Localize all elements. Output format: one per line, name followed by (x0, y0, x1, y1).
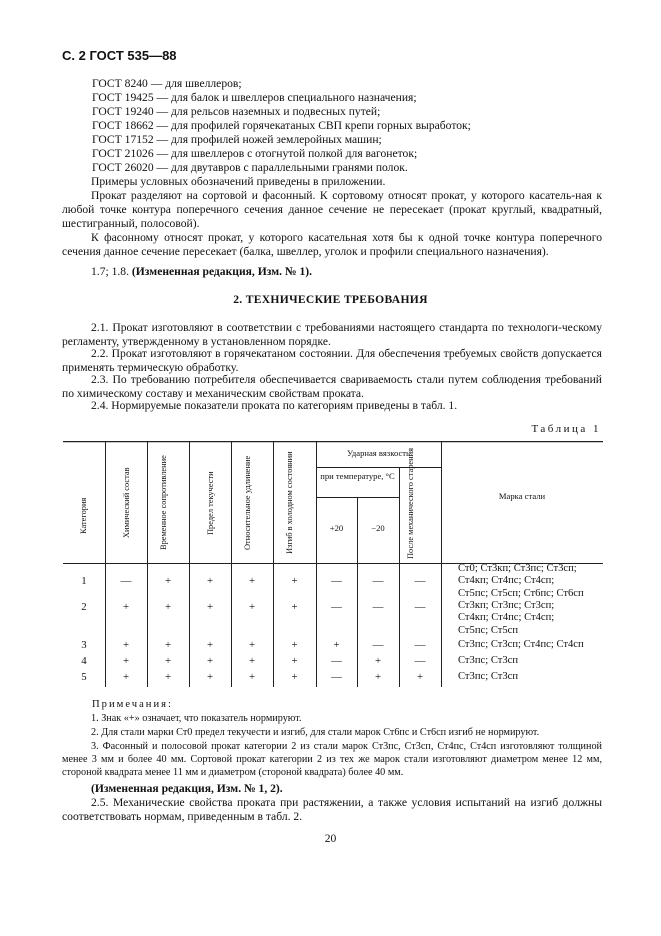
cell-value: + (122, 601, 130, 613)
col-elongation-header: Относительное удлинение (243, 455, 252, 551)
amendment-bold: (Измененная редакция, Изм. № 1, 2). (91, 782, 283, 795)
paragraph-2-5: 2.5. Механические свойства проката при растяжении, а также условия испытаний на изгиб должны соответствовать нормам, приведенным в табл. 2. (62, 796, 602, 823)
paragraph-2-2: 2.2. Прокат изготовляют в горячекатаном состоянии. Для обеспечения требуемых свойств допускается применять термическую обработку. (62, 347, 602, 374)
cell-value: + (122, 639, 130, 651)
cell-value: + (333, 639, 340, 651)
cell-value: — (331, 671, 342, 683)
col-temp-header: при температуре, °С (320, 471, 395, 481)
paragraph-sort: Прокат разделяют на сортовой и фасонный. К сортовому относят прокат, у которого касатель-ная к любой точке контура поперечного сечения данное сечение не пересекает (прокат круглый, квадратный, шестигранный, полосовой). (62, 189, 602, 230)
cell-grade (458, 671, 608, 683)
gost-item: ГОСТ 19240 — для рельсов наземных и подвесных путей; (92, 105, 381, 118)
cell-value: + (291, 575, 298, 587)
cell-value: + (248, 671, 256, 683)
page-header: С. 2 ГОСТ 535—88 (62, 48, 177, 63)
cell-value: + (206, 639, 214, 651)
notes-title: Примечания: (92, 699, 173, 710)
col-yield-header: Предел текучести (206, 471, 215, 535)
cell-value: + (248, 639, 256, 651)
cell-value: + (206, 671, 214, 683)
cell-value: + (122, 671, 130, 683)
cell-value: + (164, 671, 172, 683)
grade-line: Ст3пс; Ст3сп (458, 655, 519, 666)
cell-value: + (164, 575, 172, 587)
cell-value: — (414, 601, 426, 613)
cell-category: 4 (81, 655, 87, 667)
cell-category: 5 (81, 671, 87, 683)
col-tensile-header: Временное сопротивление (159, 455, 168, 551)
cell-value: + (374, 655, 382, 667)
cell-value: + (206, 601, 214, 613)
cell-category: 2 (81, 601, 87, 613)
cell-grade (458, 655, 608, 667)
grade-line: Ст3пс; Ст3сп (458, 671, 519, 682)
cell-value: — (414, 639, 426, 651)
col-minus20-header: −20 (371, 523, 385, 533)
paragraph-shape: К фасонному относят прокат, у которого касательная хотя бы к одной точке контура поперечного сечения данное сечение пересекает (балка, швеллер, уголок и профили специального назначения). (62, 231, 602, 258)
cell-value: + (291, 639, 298, 651)
cell-value: — (372, 575, 384, 587)
cell-value: — (372, 639, 384, 651)
gost-item: ГОСТ 26020 — для двутавров с параллельными гранями полок. (92, 161, 408, 174)
note-3: 3. Фасонный и полосовой прокат категории 2 из стали марок Ст3пс, Ст3сп, Ст4пс, Ст4сп изготовляют толщиной менее 3 мм и более 40 мм. Сортовой прокат категории 2 из тех же марок стали изготовляют диаметром менее 12 мм, стороной квадрата менее 11 мм и диаметром (стороной квадрата) более 40 мм. (62, 741, 602, 779)
col-category-header: Категория (79, 497, 88, 535)
cell-value: + (164, 601, 172, 613)
gost-item: ГОСТ 18662 — для профилей горячекатаных СВП крепи горных выработок; (92, 119, 471, 132)
cell-value: + (248, 601, 256, 613)
cell-value: + (291, 601, 298, 613)
gost-item: ГОСТ 21026 — для швеллеров с отогнутой полкой для вагонеток; (92, 147, 418, 160)
cell-value: + (291, 671, 298, 683)
grade-line: Ст0; Ст3кп; Ст3пс; Ст3сп; (458, 563, 577, 574)
paragraph-2-4: 2.4. Нормируемые показатели проката по категориям приведены в табл. 1. (91, 399, 458, 412)
paragraph-examples: Примеры условных обозначений приведены в приложении. (91, 175, 386, 188)
col-aging-header: После механического старения (406, 448, 415, 559)
cell-value: + (291, 655, 298, 667)
cell-value: + (248, 655, 256, 667)
gost-item: ГОСТ 8240 — для швеллеров; (92, 77, 242, 90)
cell-category: 1 (81, 575, 87, 587)
amendment-bold: (Измененная редакция, Изм. № 1). (131, 265, 313, 278)
page-number: 20 (324, 832, 337, 845)
cell-value: — (372, 601, 384, 613)
cell-value: + (374, 671, 382, 683)
cell-value: — (331, 655, 342, 667)
col-bend-header: Изгиб в холодном состоянии (285, 451, 294, 555)
cell-value: — (331, 601, 342, 613)
cell-grade (458, 600, 608, 637)
cell-value: + (164, 655, 172, 667)
grade-line: Ст3пс; Ст3сп; Ст4пс; Ст4сп (458, 639, 584, 650)
cell-value: + (122, 655, 130, 667)
amendment-prefix: 1.7; 1.8. (91, 265, 130, 278)
grade-line: Ст4кп; Ст4пс; Ст4сп; (458, 575, 555, 587)
note-2: 2. Для стали марки Ст0 предел текучести и изгиб, для стали марок Ст6пс и Ст6сп изгиб не нормируют. (91, 727, 540, 738)
gost-item: ГОСТ 17152 — для профилей ножей землеройных машин; (92, 133, 382, 146)
note-1: 1. Знак «+» означает, что показатель нормируют. (91, 713, 302, 724)
cell-value: + (206, 655, 214, 667)
amendment-note-2 (62, 782, 602, 796)
cell-value: + (164, 639, 172, 651)
grade-line: Ст5пс; Ст5сп (458, 624, 519, 636)
col-plus20-header: +20 (329, 523, 344, 533)
cell-value: — (120, 575, 132, 587)
grade-line: Ст3кп; Ст3пс; Ст3сп; (458, 600, 555, 611)
cell-grade (458, 639, 608, 651)
grade-line: Ст4кп; Ст4пс; Ст4сп; (458, 612, 555, 624)
gost-item: ГОСТ 19425 — для балок и швеллеров специального назначения; (92, 91, 417, 104)
paragraph-2-1: 2.1. Прокат изготовляют в соответствии с требованиями настоящего стандарта по технологи-ческому регламенту, утвержденному в установленном порядке. (62, 321, 602, 348)
amendment-note-1 (62, 265, 602, 279)
table-caption: Таблица 1 (531, 423, 601, 435)
col-grade-header: Марка стали (498, 491, 546, 501)
cell-grade (458, 563, 608, 600)
cell-value: — (414, 655, 426, 667)
section-title: 2. ТЕХНИЧЕСКИЕ ТРЕБОВАНИЯ (233, 293, 428, 306)
paragraph-2-3: 2.3. По требованию потребителя обеспечивается свариваемость стали путем соблюдения требований по химическому составу и механическим свойствам проката. (62, 373, 602, 400)
cell-category: 3 (81, 639, 87, 651)
cell-value: + (206, 575, 214, 587)
cell-value: + (416, 671, 424, 683)
grade-line: Ст5пс; Ст5сп; Ст6пс; Ст6сп (458, 587, 584, 599)
col-impact-header: Ударная вязкость (347, 448, 410, 458)
cell-value: — (414, 575, 426, 587)
col-chem-header: Химический состав (122, 467, 131, 539)
cell-value: — (331, 575, 342, 587)
cell-value: + (248, 575, 256, 587)
